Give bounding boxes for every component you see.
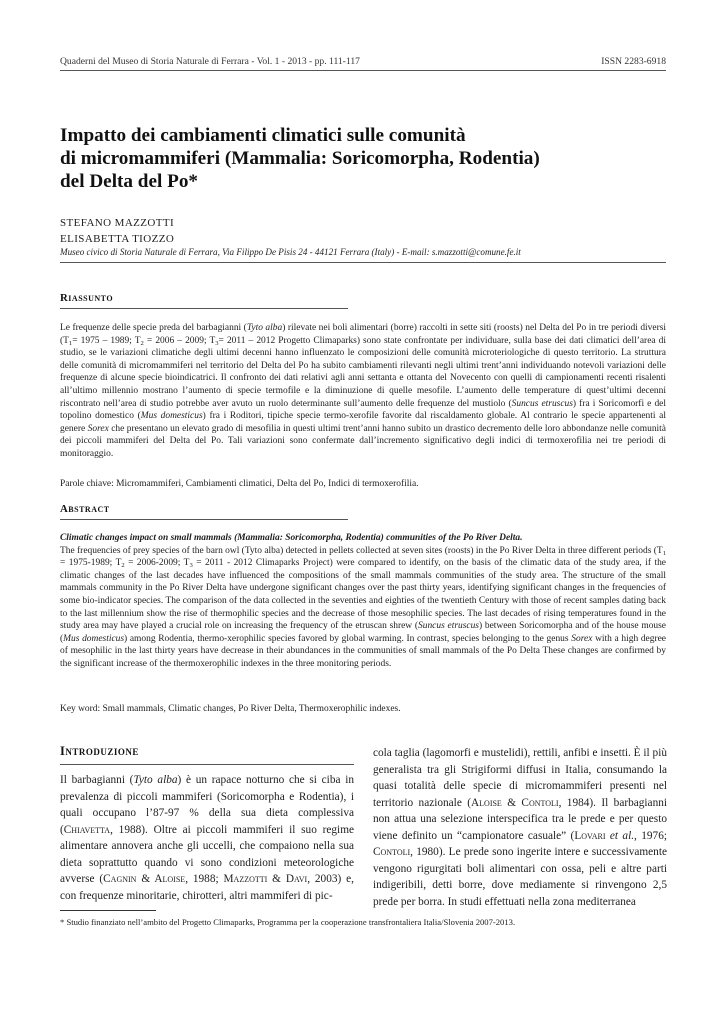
author-1: STEFANO MAZZOTTI bbox=[60, 217, 175, 229]
abstract-heading: Abstract bbox=[60, 503, 110, 515]
article-title bbox=[60, 124, 666, 193]
title-line-3: del Delta del Po* bbox=[60, 171, 199, 192]
abstract-text: Climatic changes impact on small mammals (Mammalia: Soricomorpha, Rodentia) communities of the Po River Delta. The frequencies of prey species of the barn owl (Tyto alba) detected in pellets collected at seven sites (roosts) in the Po River Delta in three different periods ($T_1 = 1975-1989$; $T_2 = 2006-2009$; $T_3 = 2011 - 2012$ Climaparks Project) were compared to identify, on the basis of the climatic data of the study area, if the climatic changes of the last decades have influenced the compositions of the small mammals communities of the study area. The structure of the small mammals community in the Po River Delta have undergone significant changes over the past thirty years, identifying significant changes in the frequencies of some bio-indicator species. The comparison of the data collected in the seventies and eighties of the twentieth Century with those of recent samples dating back to the last millennium show the rise of thermophilic species and the decrease of those mesophilic species. The last decades of rising temperatures found in the study area may have played a crucial role on increasing the frequency of the etruscan shrew (Suncus etruscus) between Soricomorpha and of the house mouse (Mus domesticus) among Rodentia, thermo-xerophilic species favored by global warming. In contrast, species belonging to the genus Sorex with a high degree of mesophilic in the last thirty years have decrease in their abundances in the communities of small mammals of the Po Delta These changes are confirmed by the significant increase of the thermoxerophilic indexes in the three monitoring periods. bbox=[60, 533, 666, 669]
intro-column-left: Il barbagianni (Tyto alba) è un rapace notturno che si ciba in prevalenza di piccoli mammiferi (Soricomorpha e Rodentia), i quali occupano l’87-97 % della sua dieta complessiva (Chiavetta, 1988). Oltre ai piccoli mammiferi il suo regime alimentare annovera anche gli uccelli, che compaiono nella sua dieta soprattutto quando vi sono condizioni meteorologiche avverse (Cagnin & Aloise, 1988; Mazzotti & Davi, 2003) e, con frequenze minoritarie, chirotteri, altri mammiferi di pic- bbox=[60, 774, 354, 902]
abstract-title: Climatic changes impact on small mammals (Mammalia: Soricomorpha, Rodentia) communities of the Po River Delta bbox=[60, 533, 521, 543]
intro-rule bbox=[60, 764, 354, 765]
title-line-2: di micromammiferi (Mammalia: Soricomorpha, Rodentia) bbox=[60, 148, 540, 169]
title-line-1: Impatto dei cambiamenti climatici sulle comunità bbox=[60, 125, 466, 146]
riassunto-heading: Riassunto bbox=[60, 292, 114, 304]
issn: ISSN 2283-6918 bbox=[601, 56, 666, 67]
intro-heading: Introduzione bbox=[60, 744, 139, 758]
riassunto-keywords: Parole chiave: Micromammiferi, Cambiamenti climatici, Delta del Po, Indici di termoxerofilia. bbox=[60, 479, 419, 489]
running-header bbox=[60, 56, 666, 67]
riassunto-rule bbox=[60, 308, 348, 309]
author-2: ELISABETTA TIOZZO bbox=[60, 233, 175, 245]
intro-column-right: cola taglia (lagomorfi e mustelidi), rettili, anfibi e insetti. È il più generalista tra gli Strigiformi diffusi in Italia, consumando la quasi totalità delle specie di micromammiferi presenti nel territorio nazionale (Aloise & Contoli, 1984). Il barbagianni non attua una selezione interspecifica tra le prede e per questo viene definito un “campionatore casuale” (Lovari et al., 1976; Contoli, 1980). Le prede sono ingerite intere e successivamente vengono rigurgitati boli alimentari con ossa, peli e altre parti indigeribili, detti borre, dove mediamente si rinvengono 2,5 prede per borra. In studi effettuati nella zona mediterranea bbox=[373, 747, 668, 908]
journal-citation: Quaderni del Museo di Storia Naturale di Ferrara - Vol. 1 - 2013 - pp. 111-117 bbox=[60, 56, 360, 67]
header-rule bbox=[60, 70, 666, 71]
footnote-rule bbox=[60, 910, 156, 911]
footnote: * Studio finanziato nell’ambito del Progetto Climaparks, Programma per la cooperazione transfrontaliera Italia/Slovenia 2007-2013. bbox=[60, 917, 516, 927]
abstract-rule bbox=[60, 519, 348, 520]
riassunto-text: Le frequenze delle specie preda del barbagianni (Tyto alba) rilevate nei boli alimentari (borre) raccolti in sette siti (roosts) nel Delta del Po in tre periodi diversi ($T_1= 1975 - 1989$; $T_2 = 2006 - 2009$; $T_3= 2011 - 2012$ Progetto Climaparks) sono state confrontate per individuare, sulla base dei dati climatici dell’area di studio, se le variazioni climatiche degli ultimi decenni hanno influenzato le composizioni delle comunità microteriologiche di questo territorio. La struttura delle comunità di micromammiferi nel territorio del Delta del Po ha subito cambiamenti rilevanti negli ultimi trent’anni individuando notevoli variazioni delle frequenze di alcune specie bioindicatrici. Il confronto dei dati relativi agli anni settanta e ottanta del Novecento con quelli di campionamenti recenti risalenti all’ultimo millennio mostrano l’aumento di specie termofile e la diminuzione di quelle mesofile. L’aumento delle temperature di quest’ultimi decenni riscontrato nell’area di studio potrebbe aver avuto un ruolo determinante sull’aumento delle frequenze del mustiolo (Suncus etruscus) fra i Soricomorfi e del topolino domestico (Mus domesticus) fra i Roditori, tipiche specie termo-xerofile favorite dal riscaldamento globale. Al contrario le specie appartenenti al genere Sorex che presentano un elevato grado di mesofilia in questi ultimi trent’anni hanno subito un drastico decremento delle loro abbondanze nelle comunità dei piccoli mammiferi del Delta del Po. Tali variazioni sono confermate dall’incremento significativo degli indici di termoxerofilia nei tre periodi di monitoraggio. bbox=[60, 323, 667, 459]
affiliation: Museo civico di Storia Naturale di Ferrara, Via Filippo De Pisis 24 - 44121 Ferrara (Italy) - E-mail: s.mazzotti@comune.fe.it bbox=[60, 247, 521, 257]
abstract-keywords: Key word: Small mammals, Climatic changes, Po River Delta, Thermoxerophilic indexes. bbox=[60, 704, 401, 714]
affiliation-rule bbox=[60, 262, 666, 263]
